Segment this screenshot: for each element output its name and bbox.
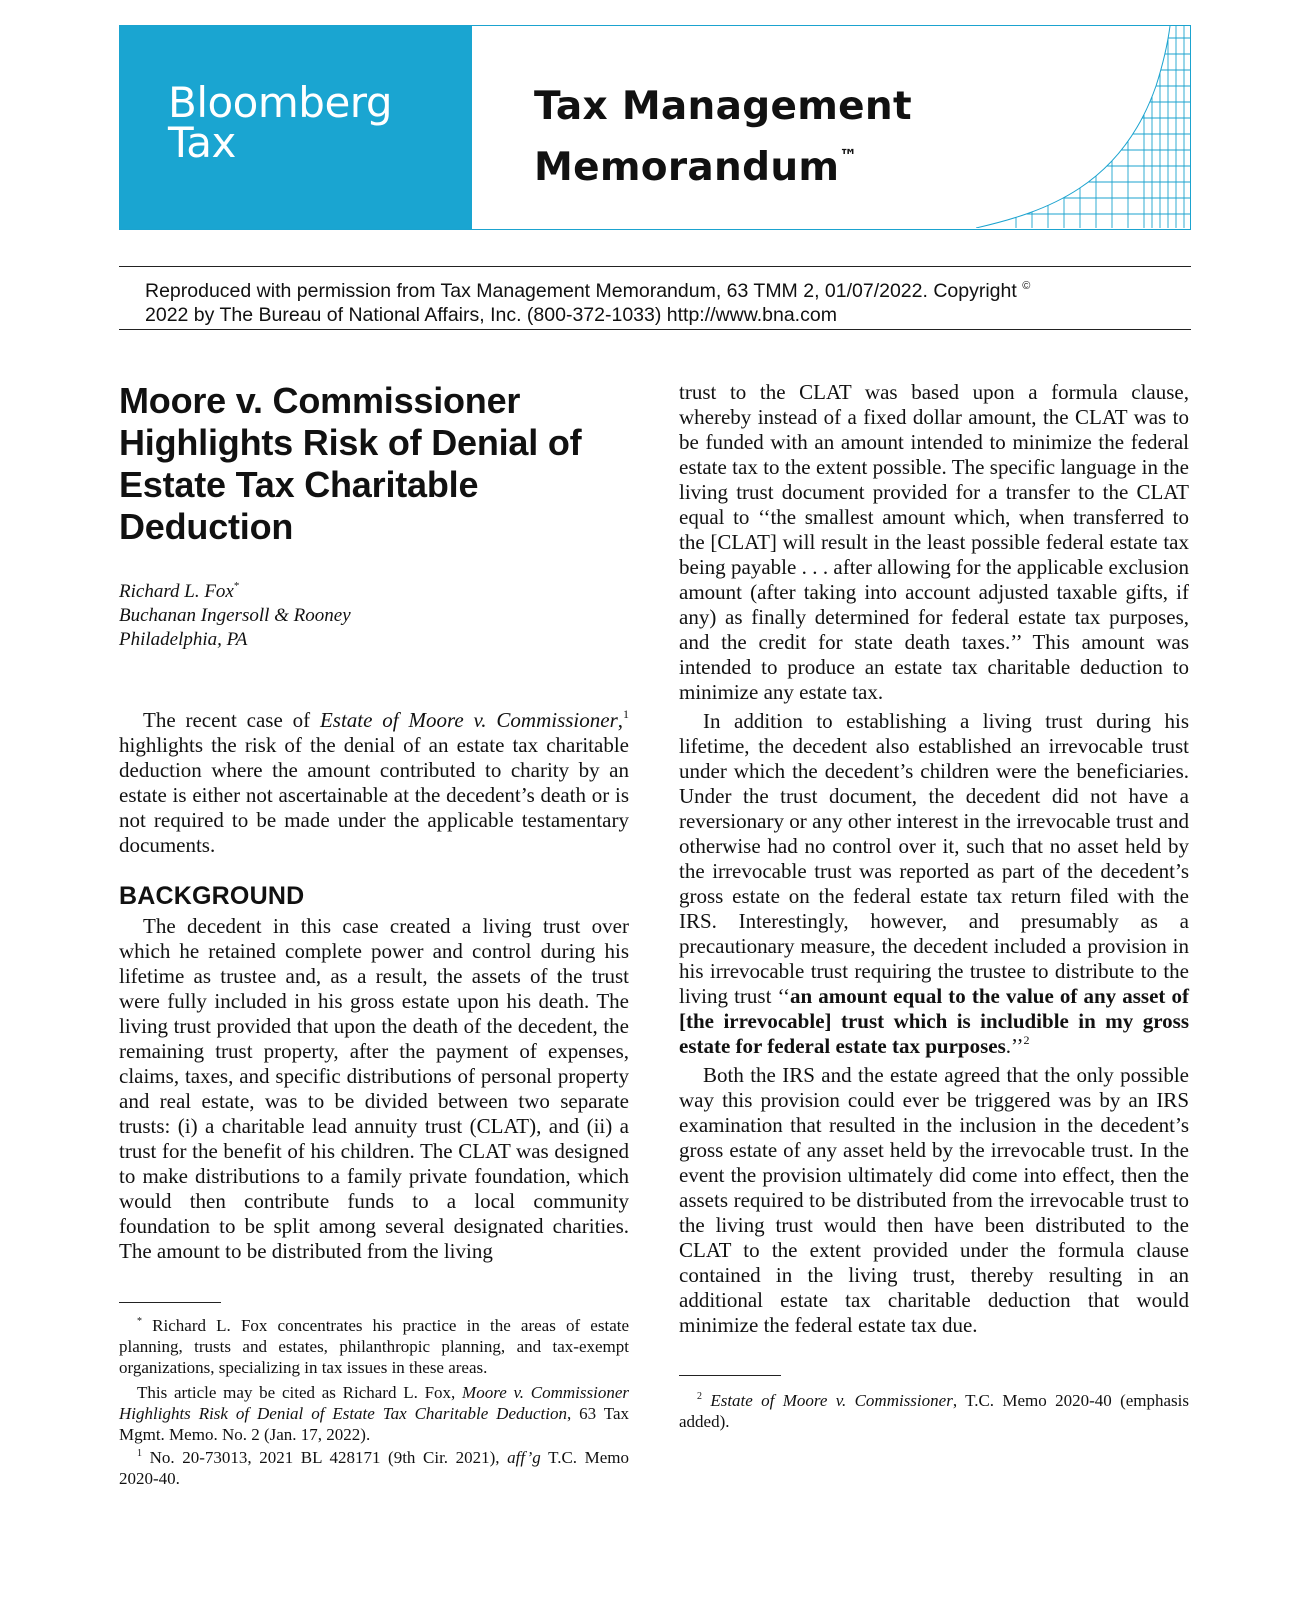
irrevocable-quoted-provision: an amount equal to the value of any asset of [the irrevocable] trust which is includible in my gross estate for federal estate tax purposes [679, 984, 1190, 1058]
intro-case-name: Estate of Moore v. Commissioner [319, 708, 618, 732]
left-column [119, 380, 629, 1489]
footnote-author-text: Richard L. Fox concentrates his practice in the areas of estate planning, trusts and estates, philanthropic planning, and tax-exempt organizations, specializing in tax issues in these areas. [119, 1316, 630, 1377]
irrevocable-text-end: .’’ [1005, 1034, 1024, 1058]
brand-line-2: Tax [168, 118, 236, 167]
publication-title-line-2 [534, 132, 912, 193]
footnote-author [119, 1315, 629, 1378]
footnote-1-affg: aff’g [507, 1448, 541, 1467]
intro-text-start: The recent case of [143, 708, 320, 732]
footnote-ref-2: 2 [1023, 1033, 1030, 1047]
permission-notice [119, 266, 1191, 330]
right-column [679, 380, 1189, 1432]
masthead-banner [119, 25, 1191, 230]
article-title: Moore v. Commissioner Highlights Risk of Denial of Estate Tax Charitable Deduction [119, 380, 582, 547]
permission-text [145, 274, 1145, 327]
brand-block [120, 26, 472, 229]
irs-agreement-paragraph: Both the IRS and the estate agreed that the only possible way this provision could ever be triggered was by an IRS examination that resulted in the inclusion in the decedent’s gross estate of any asset held by the irrevocable trust. In the event the provision ultimately did come into effect, then the assets required to be distributed from the irrevocable trust to the living trust would then have been distributed to the CLAT to the extent provided under the formula clause contained in the living trust, thereby resulting in an additional estate tax charitable deduction that would minimize the federal estate tax due. [679, 1063, 1189, 1337]
publication-title [534, 82, 912, 193]
footnote-1 [119, 1447, 629, 1489]
permission-line-1: Reproduced with permission from Tax Management Memorandum, 63 TMM 2, 01/07/2022. Copyright [145, 280, 1017, 302]
footnote-divider [119, 1302, 221, 1303]
author-footnote-mark: * [233, 580, 240, 592]
publication-title-word: Memorandum [534, 145, 840, 190]
footnote-2-mark: 2 [697, 1391, 702, 1402]
citation-title: Moore v. Commissioner Highlights Risk of Denial of Estate Tax Charitable Deduction [119, 1383, 629, 1423]
copyright-symbol: © [1022, 280, 1031, 292]
citation-text-end: , 63 Tax Mgmt. Memo. No. 2 (Jan. 17, 2022). [119, 1404, 629, 1444]
intro-paragraph: The recent case of Estate of Moore v. Commissioner,$^1$ highlights the risk of the denial of an estate tax charitable deduction where the amount contributed to charity by an estate is either not ascertainable at the decedent’s death or is not required to be made under the applicable testamentary documents. [119, 707, 629, 857]
author-name: Richard L. Fox [119, 581, 234, 602]
footnote-1-text-end: T.C. Memo 2020-40. [119, 1448, 630, 1488]
footnote-1-mark: 1 [137, 1448, 142, 1459]
formula-clause-paragraph: trust to the CLAT was based upon a formula clause, whereby instead of a fixed dollar amount, the CLAT was to be funded with an amount intended to minimize the federal estate tax to the extent possible. The specific language in the living trust document provided for a transfer to the CLAT equal to ‘‘the smallest amount which, when transferred to the [CLAT] will result in the least possible federal estate tax being payable . . . after allowing for the applicable exclusion amount (after taking into account adjusted taxable gifts, if any) as finally determined for federal estate tax purposes, and the credit for state death taxes.’’ This amount was intended to produce an estate tax charitable deduction to minimize any estate tax. [679, 380, 1189, 704]
section-heading-background: BACKGROUND [119, 882, 305, 910]
brand-line-1: Bloomberg [168, 78, 392, 127]
footnote-ref-1: 1 [623, 707, 629, 721]
author-line [119, 574, 629, 604]
author-location: Philadelphia, PA [119, 629, 248, 650]
intro-text-end: highlights the risk of the denial of an estate tax charitable deduction where the amount contributed to charity by an estate is either not ascertainable at the decedent’s death or is not required to be made under the applicable testamentary documents. [119, 733, 629, 857]
footnote-2 [679, 1390, 1189, 1432]
footnote-1-text-start: No. 20-73013, 2021 BL 428171 (9th Cir. 2021), [149, 1448, 508, 1467]
irrevocable-trust-paragraph [679, 709, 1189, 1059]
permission-line-2: 2022 by The Bureau of National Affairs, Inc. (800-372-1033) http://www.bna.com [145, 304, 837, 326]
footnote-citation [119, 1382, 629, 1445]
background-paragraph: The decedent in this case created a living trust over which he retained complete power and control during his lifetime as trustee and, as a result, the assets of the trust were fully included in his gross estate upon his death. The living trust provided that upon the death of the decedent, the remaining trust property, after the payment of expenses, claims, taxes, and specific distributions of personal property and real estate, was to be divided between two separate trusts: (i) a charitable lead annuity trust (CLAT), and (ii) a trust for the benefit of his children. The CLAT was designed to make distributions to a family private foundation, which would then contribute funds to a local community foundation to be split among several designated charities. The amount to be distributed from the living [119, 914, 629, 1263]
irrevocable-text-start: In addition to establishing a living trust during his lifetime, the decedent also established an irrevocable trust under which the decedent’s children were the beneficiaries. Under the trust document, the decedent did not have a reversionary or any other interest in the irrevocable trust and otherwise had no control over it, such that no asset held by the irrevocable trust was reported as part of the decedent’s gross estate on the federal estate tax return filed with the IRS. Interestingly, however, and presumably as a precautionary measure, the decedent included a provision in his irrevocable trust requiring the trustee to distribute to the living trust ‘‘ [679, 709, 1189, 1008]
footnote-star-mark: * [137, 1316, 142, 1327]
publication-title-line-1: Tax Management [534, 84, 912, 129]
growth-curve-grid-graphic [976, 26, 1190, 228]
citation-text-start: This article may be cited as Richard L. Fox, [137, 1383, 463, 1402]
footnote-2-text: , T.C. Memo 2020-40 (emphasis added). [679, 1391, 1189, 1431]
trademark-symbol: ™ [839, 146, 858, 167]
bloomberg-tax-logo [168, 78, 392, 167]
footnote-divider-right [679, 1375, 781, 1376]
footnote-2-case-name: Estate of Moore v. Commissioner [710, 1391, 953, 1410]
byline [119, 574, 629, 652]
author-firm: Buchanan Ingersoll & Rooney [119, 605, 351, 626]
